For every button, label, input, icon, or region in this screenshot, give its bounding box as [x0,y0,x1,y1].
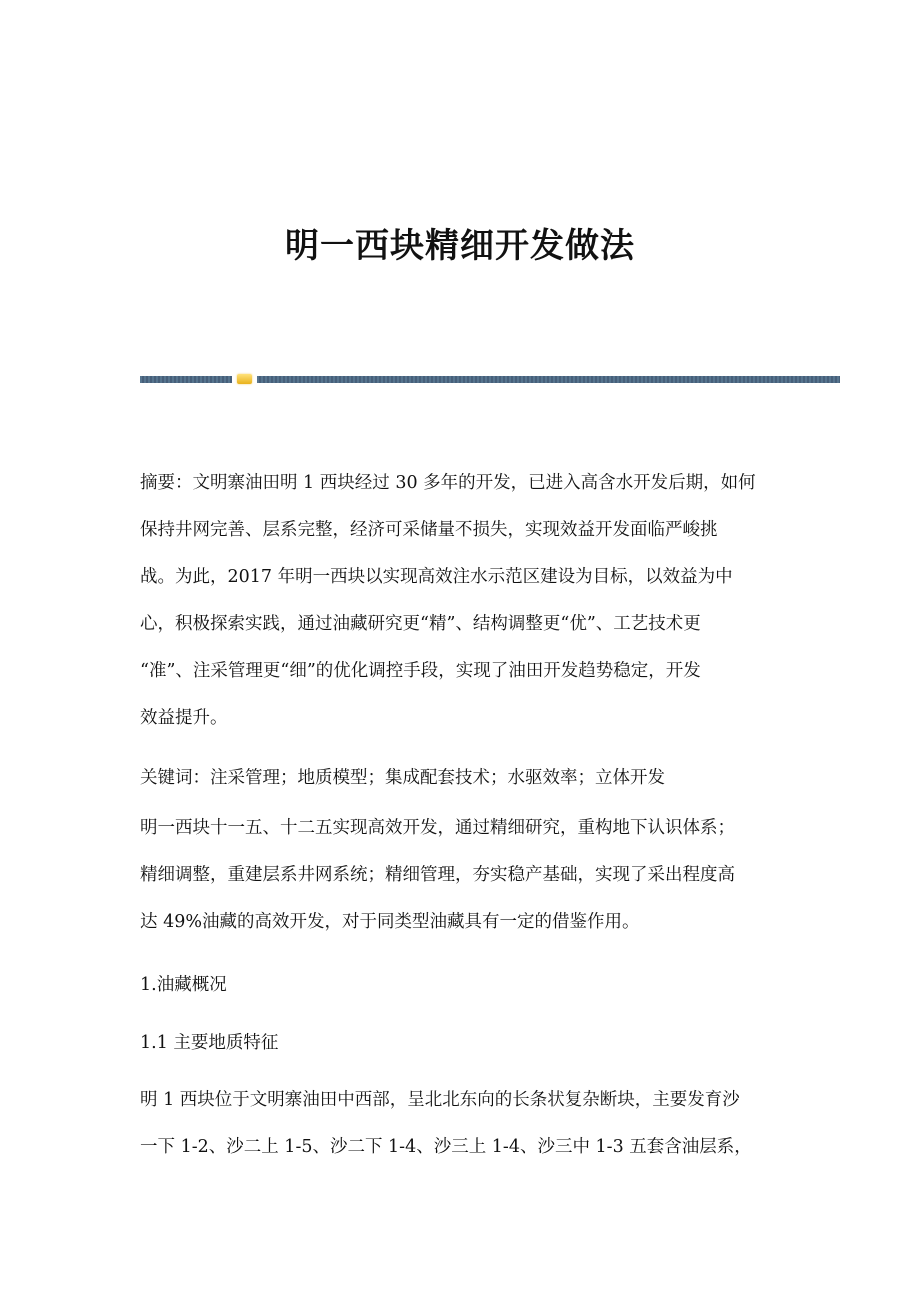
intro-line: 达 49%油藏的高效开发，对于同类型油藏具有一定的借鉴作用。 [140,912,640,932]
document-title: 明一西块精细开发做法 [285,226,635,266]
body-line: 一下 1-2、沙二上 1-5、沙二下 1-4、沙三上 1-4、沙三中 1-3 五套含油层系， [140,1137,752,1157]
abstract-line: 战。为此，2017 年明一西块以实现高效注水示范区建设为目标，以效益为中 [140,567,733,587]
intro-line: 精细调整，重建层系井网系统；精细管理，夯实稳产基础，实现了采出程度高 [140,865,735,885]
abstract-line: 保持井网完善、层系完整，经济可采储量不损失，实现效益开发面临严峻挑 [140,520,718,540]
abstract-line: 心，积极探索实践，通过油藏研究更“精”、结构调整更“优”、工艺技术更 [140,614,701,634]
divider-left [140,376,232,383]
abstract-line: “准”、注采管理更“细”的优化调控手段，实现了油田开发趋势稳定，开发 [140,661,701,681]
divider-right [257,376,840,383]
keywords: 关键词：注采管理；地质模型；集成配套技术；水驱效率；立体开发 [140,768,665,788]
abstract-line: 效益提升。 [140,708,228,728]
intro-line: 明一西块十一五、十二五实现高效开发，通过精细研究，重构地下认识体系； [140,818,735,838]
body-line: 明 1 西块位于文明寨油田中西部，呈北北东向的长条状复杂断块，主要发育沙 [140,1090,740,1110]
abstract-line: 摘要：文明寨油田明 1 西块经过 30 多年的开发，已进入高含水开发后期，如何 [140,473,756,493]
section-heading-1-1: 1.1 主要地质特征 [140,1033,279,1053]
section-heading-1: 1.油藏概况 [140,975,227,995]
divider-ornament-icon [237,374,252,384]
